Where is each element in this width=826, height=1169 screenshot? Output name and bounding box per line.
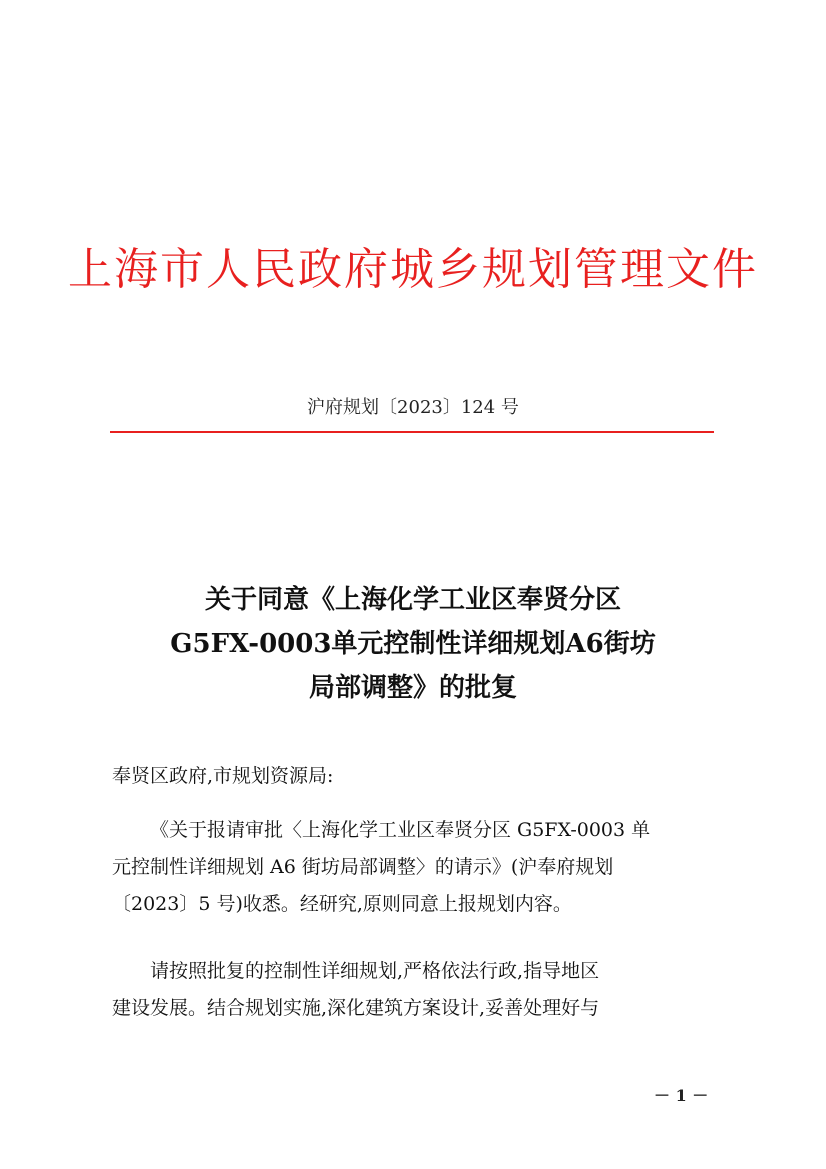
masthead-title: 上海市人民政府城乡规划管理文件 (68, 244, 758, 295)
title-line-2: G5FX-0003单元控制性详细规划A6街坊 (170, 629, 656, 659)
paragraph-2-line-1: 请按照批复的控制性详细规划,严格依法行政,指导地区 (150, 960, 600, 982)
body-paragraph-1 (112, 812, 716, 923)
body-paragraph-2 (112, 953, 716, 1027)
red-divider-line (110, 431, 714, 433)
page-number: － 1 － (654, 1086, 709, 1105)
document-number: 沪府规划〔2023〕124 号 (307, 397, 519, 418)
paragraph-1-line-2: 元控制性详细规划 A6 街坊局部调整〉的请示》(沪奉府规划 (112, 856, 614, 878)
salutation: 奉贤区政府,市规划资源局: (112, 765, 334, 787)
title-line-3: 局部调整》的批复 (308, 673, 517, 703)
paragraph-1-line-3: 〔2023〕5 号)收悉。经研究,原则同意上报规划内容。 (112, 893, 572, 915)
paragraph-2-line-2: 建设发展。结合规划实施,深化建筑方案设计,妥善处理好与 (112, 997, 600, 1019)
document-title (0, 578, 826, 710)
title-line-1: 关于同意《上海化学工业区奉贤分区 (204, 585, 621, 615)
paragraph-1-line-1: 《关于报请审批〈上海化学工业区奉贤分区 G5FX-0003 单 (150, 819, 651, 841)
